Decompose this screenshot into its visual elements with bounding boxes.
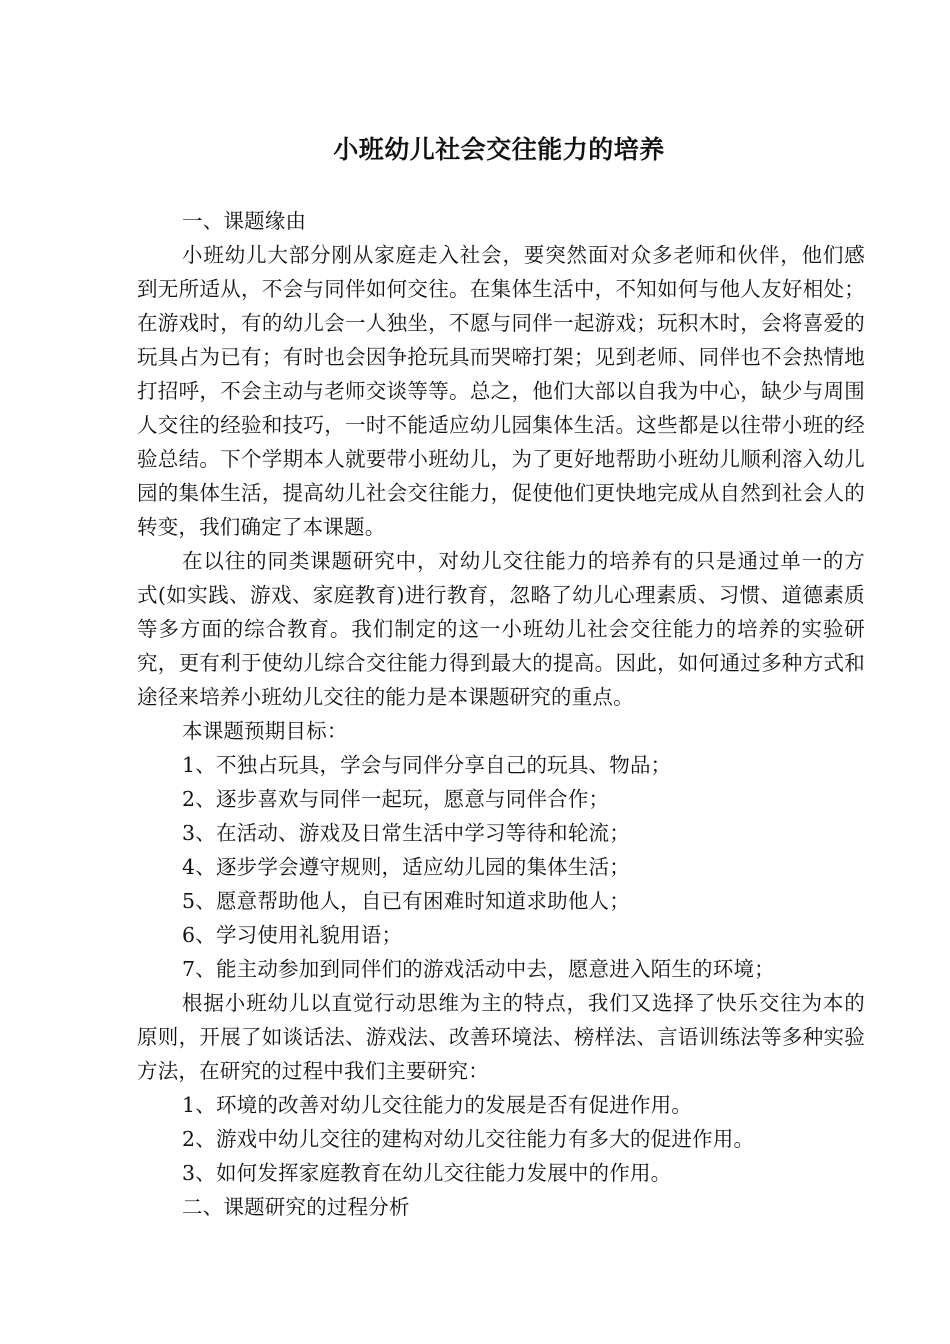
goal-item: 6、学习使用礼貌用语； <box>182 923 403 947</box>
goal-item: 3、在活动、游戏及日常生活中学习等待和轮流； <box>182 821 630 845</box>
research-item: 3、如何发挥家庭教育在幼儿交往能力发展中的作用。 <box>182 1161 672 1185</box>
paragraph-methods: 根据小班幼儿以直觉行动思维为主的特点，我们又选择了快乐交往为本的原则，开展了如谈话法、游戏法、改善环境法、榜样法、言语训练法等多种实验方法，在研究的过程中我们主要研究： <box>137 991 865 1083</box>
goal-item: 4、逐步学会遵守规则，适应幼儿园的集体生活； <box>182 855 630 879</box>
section-heading-process: 二、课题研究的过程分析 <box>182 1195 410 1219</box>
paragraph-background: 小班幼儿大部分刚从家庭走入社会，要突然面对众多老师和伙伴，他们感到无所适从，不会与同伴如何交往。在集体生活中，不知如何与他人友好相处；在游戏时，有的幼儿会一人独坐，不愿与同伴一起游戏；玩积木时，会将喜爱的玩具占为已有；有时也会因争抢玩具而哭啼打架；见到老师、同伴也不会热情地打招呼，不会主动与老师交谈等等。总之，他们大部以自我为中心，缺少与周围人交往的经验和技巧，一时不能适应幼儿园集体生活。这些都是以往带小班的经验总结。下个学期本人就要带小班幼儿，为了更好地帮助小班幼儿顺利溶入幼儿园的集体生活，提高幼儿社会交往能力，促使他们更快地完成从自然到社会人的转变，我们确定了本课题。 <box>137 243 865 539</box>
goals-heading: 本课题预期目标： <box>182 719 348 743</box>
research-item: 2、游戏中幼儿交往的建构对幼儿交往能力有多大的促进作用。 <box>182 1127 755 1151</box>
goal-item: 1、不独占玩具，学会与同伴分享自己的玩具、物品； <box>182 753 672 777</box>
goal-item: 2、逐步喜欢与同伴一起玩，愿意与同伴合作； <box>182 787 610 811</box>
document-body <box>137 204 865 1224</box>
document-title: 小班幼儿社会交往能力的培养 <box>333 135 665 164</box>
research-item: 1、环境的改善对幼儿交往能力的发展是否有促进作用。 <box>182 1093 693 1117</box>
section-heading-reason: 一、课题缘由 <box>182 209 307 233</box>
goal-item: 5、愿意帮助他人，自已有困难时知道求助他人； <box>182 889 630 913</box>
paragraph-prior-research: 在以往的同类课题研究中，对幼儿交往能力的培养有的只是通过单一的方式(如实践、游戏、家庭教育)进行教育，忽略了幼儿心理素质、习惯、道德素质等多方面的综合教育。我们制定的这一小班幼儿社会交往能力的培养的实验研究，更有利于使幼儿综合交往能力得到最大的提高。因此，如何通过多种方式和途径来培养小班幼儿交往的能力是本课题研究的重点。 <box>137 549 865 709</box>
goal-item: 7、能主动参加到同伴们的游戏活动中去，愿意进入陌生的环境； <box>182 957 775 981</box>
